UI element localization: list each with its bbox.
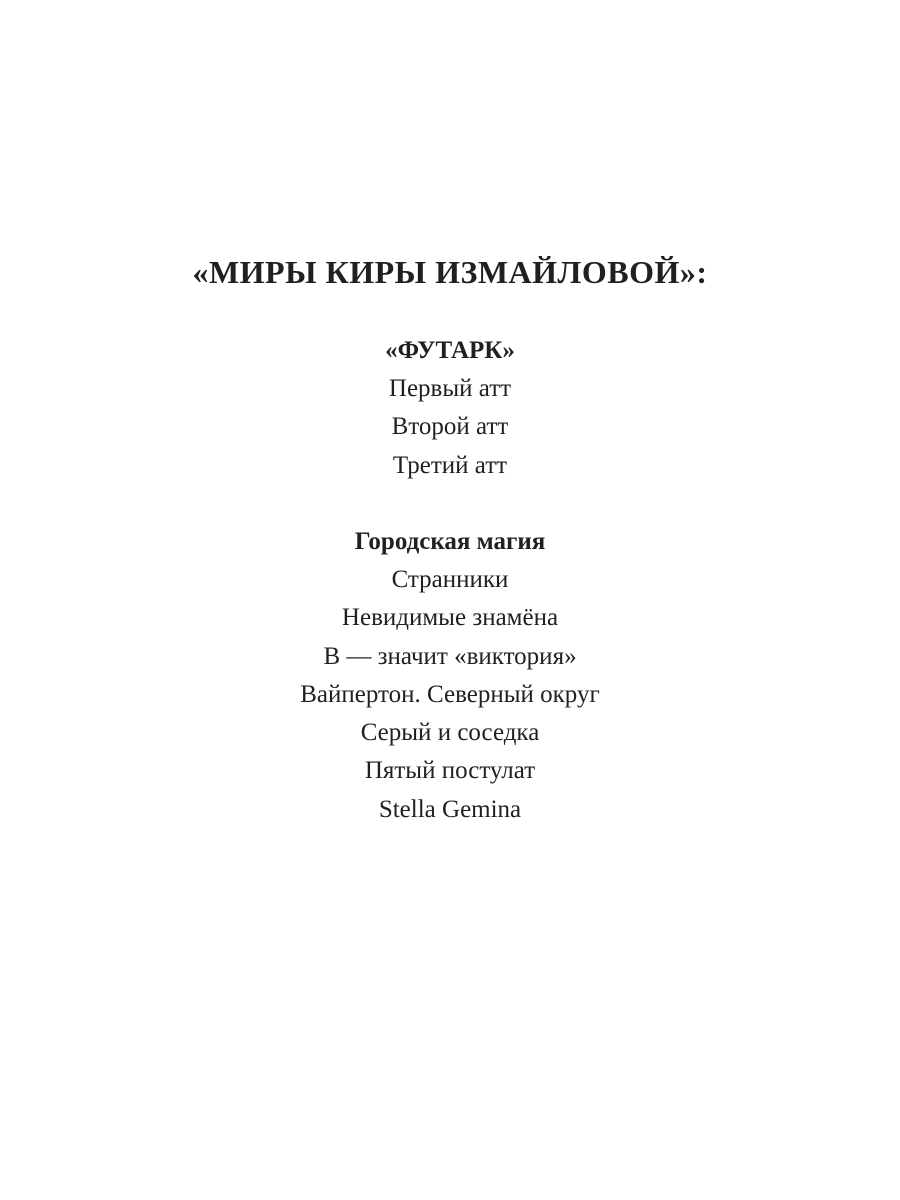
book-title: Пятый постулат [364, 757, 536, 785]
book-title: Stella Gemina [378, 795, 522, 823]
book-title: Невидимые знамёна [341, 604, 559, 632]
series-section-futark [0, 332, 900, 485]
series-title: Городская магия [354, 528, 546, 555]
book-title: В — значит «виктория» [323, 642, 577, 670]
book-title: Серый и соседка [360, 719, 540, 747]
book-title: Первый атт [388, 375, 512, 402]
series-section-city-magic [0, 523, 900, 829]
series-title: «ФУТАРК» [385, 337, 515, 364]
book-title: Вайпертон. Северный округ [300, 680, 600, 708]
book-title: Странники [391, 566, 509, 593]
book-list [0, 561, 900, 829]
page-title: «МИРЫ КИРЫ ИЗМАЙЛОВОЙ»: [192, 254, 708, 290]
book-title: Второй атт [391, 413, 509, 441]
book-list [0, 370, 900, 485]
book-title: Третий атт [392, 451, 508, 479]
